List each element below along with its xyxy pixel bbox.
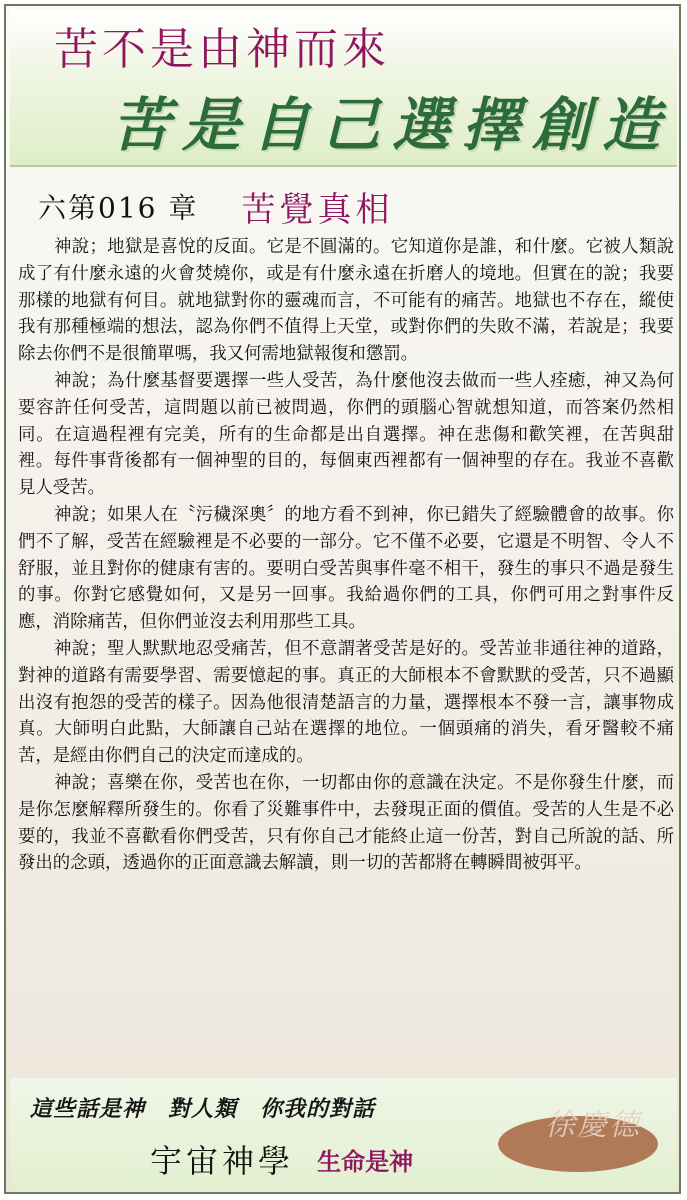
paragraph: 神說；地獄是喜悅的反面。它是不圓滿的。它知道你是誰，和什麼。它被人類說成了有什麼永遠的火會焚燒你，或是有什麼永遠在折磨人的境地。但實在的說；我要那樣的地獄有何目。就地獄對你的靈魂而言，不可能有的痛苦。地獄也不存在，縱使我有那種極端的想法，認為你們不值得上天堂，或對你們的失敗不滿，若說是；我要除去你們不是很簡單嗎，我又何需地獄報復和懲罰。 [18,237,674,365]
chapter-number: 六第016 章 [38,191,199,225]
headline-subtitle: 苦是自己選擇創造 [112,91,673,159]
footer-theology [150,1136,413,1182]
footer-banner [10,1078,677,1190]
paragraph: 神說；聖人默默地忍受痛苦，但不意謂著受苦是好的。受苦並非通往神的道路，對神的道路有需要學習、需要憶起的事。真正的大師根本不會默默的受苦，只不過顯出沒有抱怨的受苦的樣子。因為他很清楚語言的力量，選擇根本不發一言，讓事物成真。大師明白此點，大師讓自己站在選擇的地位。一個頭痛的消失，看牙醫較不痛苦，是經由你們自己的決定而達成的。 [18,638,674,767]
author-signature: 徐慶德 [545,1108,641,1143]
chapter-heading [38,182,394,230]
theology-tagline: 生命是神 [317,1146,414,1176]
chapter-title: 苦覺真相 [241,190,394,230]
article-body [18,234,674,877]
theology-label: 宇宙神學 [150,1142,295,1180]
paragraph: 神說；喜樂在你，受苦也在你，一切都由你的意識在決定。不是你發生什麼，而是你怎麼解釋所發生的。你看了災難事件中，去發現正面的價值。受苦的人生是不必要的，我並不喜歡看你們受苦，只有你自己才能終止這一份苦，對自己所說的話、所發出的念頭，透過你的正面意識去解讀，則一切的苦都將在轉瞬間被弭平。 [18,772,674,874]
paragraph: 神說；為什麼基督要選擇一些人受苦，為什麼他沒去做而一些人痊癒，神又為何要容許任何受苦，這問題以前已被問過，你們的頭腦心智就想知道，而答案仍然相同。在這過程裡有完美，所有的生命都是出自選擇。神在悲傷和歡笑裡，在苦與甜裡。每件事背後都有一個神聖的目的，每個東西裡都有一個神聖的存在。我並不喜歡見人受苦。 [18,370,674,499]
paragraph: 神說；如果人在〝污穢深奧〞的地方看不到神，你已錯失了經驗體會的故事。你們不了解，受苦在經驗裡是不必要的一部分。它不僅不必要，它還是不明智、令人不舒服，並且對你的健康有害的。要明白受苦與事件毫不相干，發生的事只不過是發生的事。你對它感覺如何，又是另一回事。我給過你們的工具，你們可用之對事件反應，消除痛苦，但你們並沒去利用那些工具。 [18,504,674,633]
footer-slogan: 這些話是神 對人類 你我的對話 [30,1096,376,1122]
headline-title: 苦不是由神而來 [54,24,390,75]
header-banner [10,10,677,167]
